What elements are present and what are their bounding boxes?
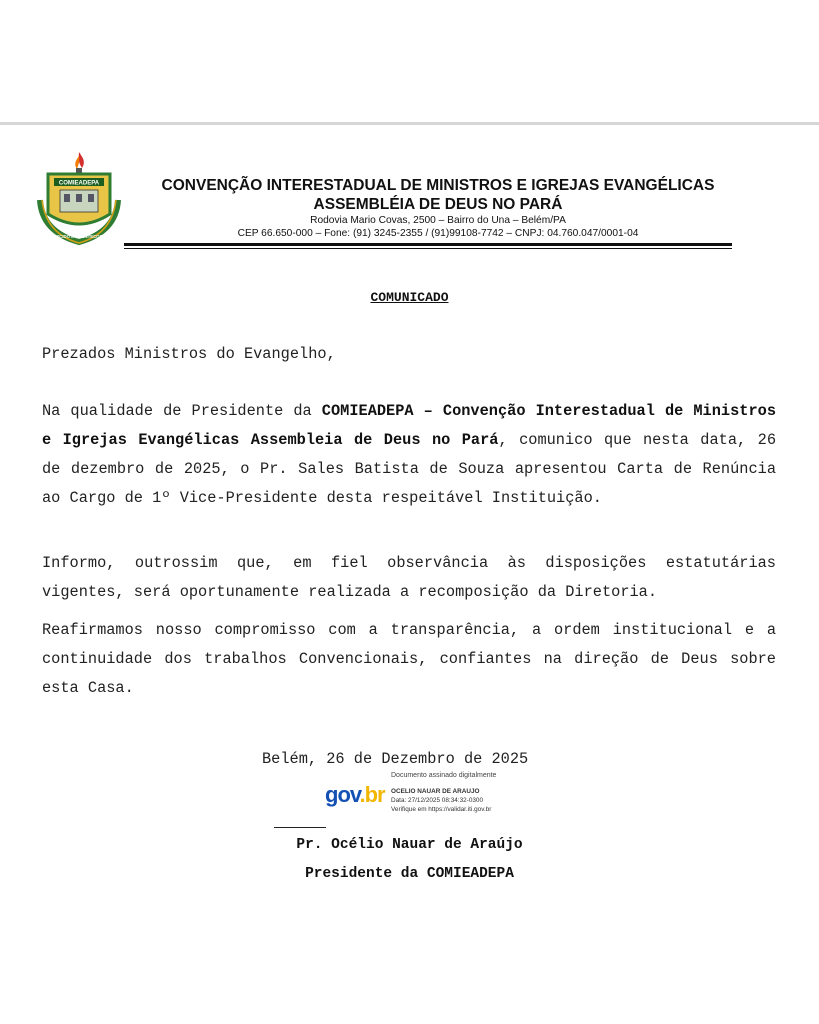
gov-br-signature-stamp [325, 772, 565, 822]
svg-text:COMIEADEPA: COMIEADEPA [58, 180, 100, 187]
svg-text:NASCIDO DO PENTECOSTE: NASCIDO DO PENTECOSTE [50, 234, 108, 239]
stamp-date: Data: 27/12/2025 08:34:32-0300 [391, 797, 484, 804]
stamp-signer: OCELIO NAUAR DE ARAUJO [391, 788, 480, 795]
paragraph-1-entity: COMIEADEPA – Convenção Interestadual de Ministros e Igrejas Evangélicas Assembleia de Deus no Pará [42, 402, 776, 449]
letterhead-rule-thick [124, 243, 732, 246]
gov-br-logo [325, 782, 385, 808]
letterhead-title-line1: CONVENÇÃO INTERESTADUAL DE MINISTROS E IGREJAS EVANGÉLICAS [161, 177, 715, 194]
salutation: Prezados Ministros do Evangelho, [42, 345, 336, 363]
letterhead-address [128, 214, 748, 240]
paragraph-1 [42, 397, 776, 513]
comieadepa-emblem-logo [36, 150, 122, 246]
top-divider [0, 122, 819, 125]
stamp-verify-link: Verifique em https://validar.iti.gov.br [391, 806, 492, 813]
gov-br-logo-gov: gov [325, 782, 360, 807]
letterhead-title-line2: ASSEMBLÉIA DE DEUS NO PARÁ [313, 196, 563, 213]
document-heading: COMUNICADO [370, 290, 449, 305]
signatory-name: Pr. Océlio Nauar de Araújo [296, 837, 523, 853]
letterhead-address-line1: Rodovia Mario Covas, 2500 – Bairro do Una – Belém/PA [310, 215, 566, 226]
paragraph-2: Informo, outrossim que, em fiel observância às disposições estatutárias vigentes, será oportunamente realizada a recomposição da Diretoria. [42, 554, 776, 601]
date-line: Belém, 26 de Dezembro de 2025 [262, 750, 529, 768]
letterhead-title [128, 176, 748, 214]
stamp-details [391, 787, 491, 814]
paragraph-1-start: Na qualidade de Presidente da [42, 402, 322, 420]
signature-line [274, 827, 326, 828]
paragraph-3: Reafirmamos nosso compromisso com a transparência, a ordem institucional e a continuidade dos trabalhos Convencionais, confiantes na direção de Deus sobre esta Casa. [42, 621, 776, 697]
letterhead-rule-thin [124, 248, 732, 249]
gov-br-logo-br: .br [359, 782, 385, 807]
letterhead-address-line2: CEP 66.650-000 – Fone: (91) 3245-2355 / (91)99108-7742 – CNPJ: 04.760.047/0001-04 [237, 228, 639, 239]
paragraph-1-end: , comunico que nesta data, 26 de dezembro de 2025, o Pr. Sales Batista de Souza apresentou Carta de Renúncia ao Cargo de 1º Vice-Presidente desta respeitável Instituição. [42, 431, 776, 507]
stamp-header: Documento assinado digitalmente [391, 772, 497, 779]
signatory-role: Presidente da COMIEADEPA [305, 866, 514, 882]
